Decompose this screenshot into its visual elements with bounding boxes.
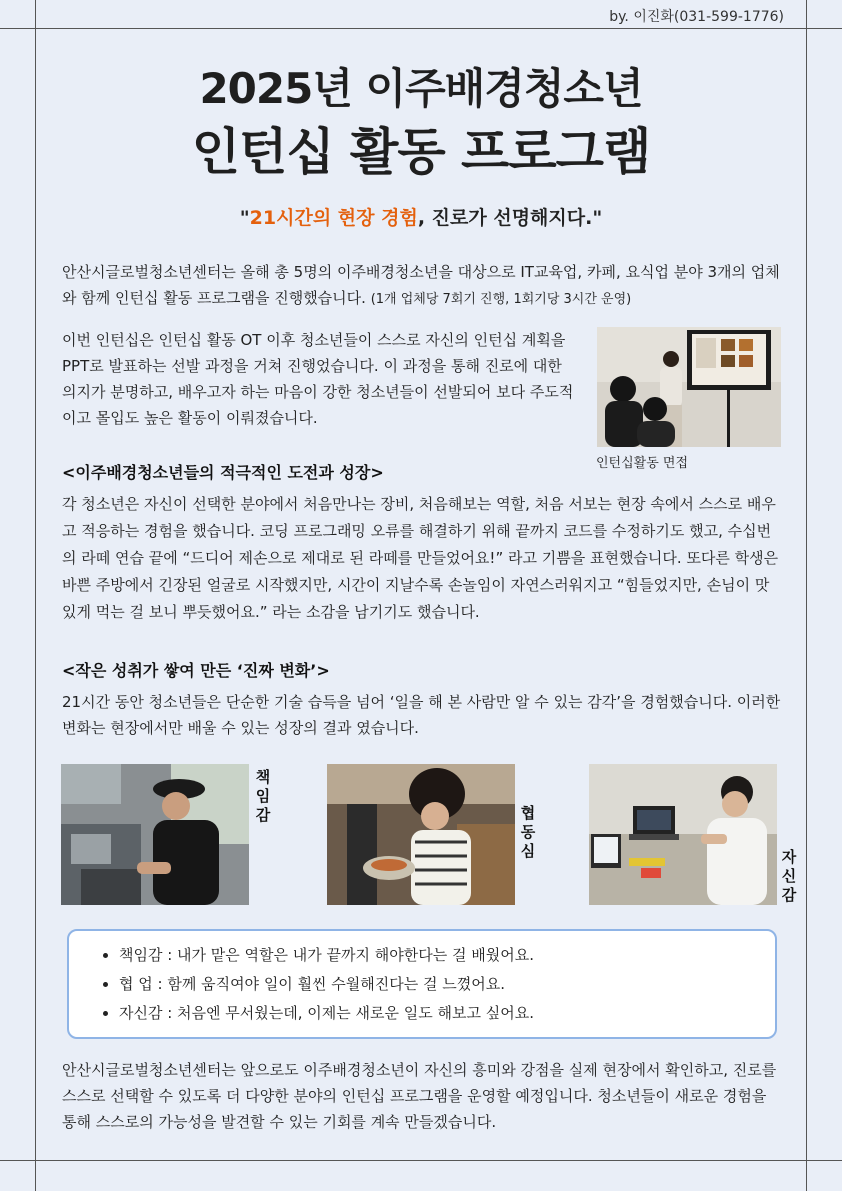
- headline-quote: [0, 203, 842, 230]
- quote-item-confidence: • 자신감 : 처음엔 무서웠는데, 이제는 새로운 일도 해보고 싶어요.: [119, 999, 775, 1028]
- title-line-2: 인턴십 활동 프로그램: [191, 123, 651, 181]
- student-quotes-list: [69, 941, 775, 1028]
- section2-body: 21시간 동안 청소년들은 단순한 기술 습득을 넘어 ‘일을 해 본 사람만 알 수 있는 감각’을 경험했습니다. 이러한 변화는 현장에서만 배울 수 있는 성장의 결과 였습니다.: [62, 693, 781, 737]
- selection-paragraph: 이번 인턴십은 인턴십 활동 OT 이후 청소년들이 스스로 자신의 인턴십 계획을 PPT로 발표하는 선발 과정을 거쳐 진행었습니다. 이 과정을 통해 진로에 대한 의지가 분명하고, 배우고자 하는 마음이 강한 청소년들이 선발되어 보다 주도적이고 몰입도 높은 활동이 이뤄졌습니다.: [62, 331, 574, 427]
- it-activity-photo: [589, 764, 777, 905]
- author-byline: by. 이진화(031-599-1776): [609, 9, 784, 25]
- quote-item-cooperation: • 협 업 : 함께 움직여야 일이 훨씬 수월해진다는 걸 느꼈어요.: [119, 970, 775, 999]
- section2-heading: <작은 성취가 쌓여 만든 ‘진짜 변화’>: [62, 661, 330, 680]
- label-cooperation: 협동심: [520, 804, 536, 860]
- top-border-line: [0, 28, 842, 29]
- quote-item-responsibility: • 책임감 : 내가 맡은 역할은 내가 끝까지 해야한다는 걸 배웠어요.: [119, 941, 775, 970]
- cafe-activity-photo: [61, 764, 249, 905]
- section1-body: 각 청소년은 자신이 선택한 분야에서 처음만나는 장비, 처음해보는 역할, 처음 서보는 현장 속에서 스스로 배우고 적응하는 경험을 했습니다. 코딩 프로그래밍 오류를 해결하기 위해 끝까지 코드를 수정하기도 했고, 수십번의 라떼 연습 끝에 “드디어 제손으로 제대로 된 라떼를 만들었어요!” 라고 기쁨을 표현했습니다. 또다른 학생은 바쁜 주방에서 긴장된 얼굴로 시작했지만, 시간이 지날수록 손놀임이 자연스러워지고 “힘들었지만, 손님이 맛있게 먹는 걸 보니 뿌듯했어요.” 라는 소감을 남기기도 했습니다.: [62, 495, 779, 621]
- quote-rest: , 진로가 선명해지다.": [417, 207, 603, 229]
- quote-highlight: 21시간의 현장 경험: [249, 207, 418, 229]
- label-confidence: 자신감: [781, 848, 797, 904]
- label-responsibility: 책임감: [255, 768, 271, 824]
- quote-open: ": [239, 207, 250, 229]
- intro-note: (1개 업체당 7회기 진행, 1회기당 3시간 운영): [370, 292, 632, 307]
- kitchen-activity-photo: [327, 764, 515, 905]
- bottom-border-line: [0, 1160, 842, 1161]
- title-line-1: 2025년 이주배경청소년: [199, 64, 643, 113]
- intro-text: 안산시글로벌청소년센터는 올해 총 5명의 이주배경청소년을 대상으로 IT교육업, 카페, 요식업 분야 3개의 업체와 함께 인턴십 활동 프로그램을 진행했습니다.: [62, 263, 780, 307]
- interview-photo-caption: 인턴십활동 면접: [596, 456, 689, 471]
- intro-paragraph: [62, 259, 782, 313]
- closing-paragraph: 안산시글로벌청소년센터는 앞으로도 이주배경청소년이 자신의 흥미와 강점을 실제 현장에서 확인하고, 진로를 스스로 선택할 수 있도록 더 다양한 분야의 인턴십 프로그램을 운영할 예정입니다. 청소년들이 새로운 경험을 통해 스스로의 가능성을 발견할 수 있는 기회를 계속 만들겠습니다.: [62, 1061, 777, 1131]
- interview-photo: [597, 327, 781, 447]
- section1-heading: <이주배경청소년들의 적극적인 도전과 성장>: [62, 463, 384, 482]
- student-quotes-box: [67, 929, 777, 1039]
